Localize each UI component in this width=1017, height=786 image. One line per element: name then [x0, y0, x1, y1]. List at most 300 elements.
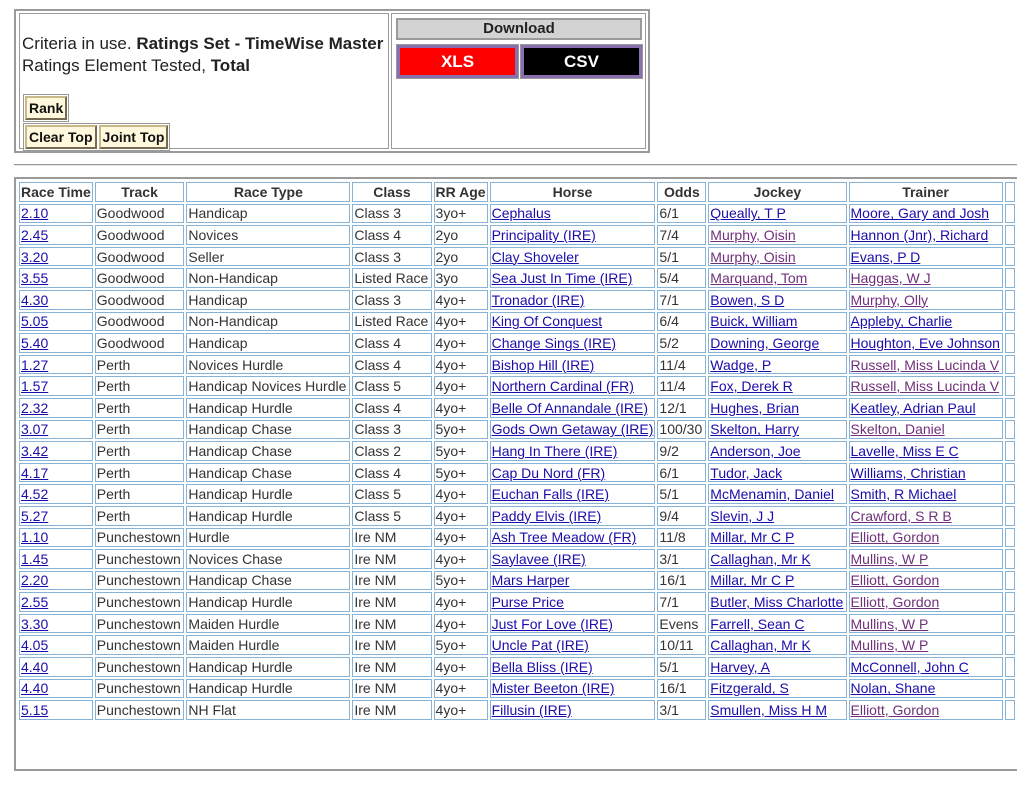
cell-type: Handicap Chase	[186, 463, 350, 483]
cell-class: Class 2	[352, 441, 431, 461]
cell-trainer	[849, 592, 1003, 612]
cell-odds: 11/8	[657, 528, 706, 548]
horse-link[interactable]: Change Sings (IRE)	[491, 334, 617, 351]
time-link[interactable]: 2.45	[21, 226, 49, 243]
time-link[interactable]: 2.55	[21, 594, 49, 611]
cell-time	[19, 635, 93, 655]
trainer-link[interactable]: Houghton, Eve Johnson	[850, 334, 1000, 351]
cell-type: Novices	[186, 225, 350, 245]
table-row	[19, 441, 1015, 461]
column-header-jockey: Jockey	[708, 182, 846, 202]
rank-button-group	[23, 94, 69, 122]
cell-time	[19, 614, 93, 634]
cell-trainer	[849, 312, 1003, 332]
cell-track: Perth	[95, 463, 185, 483]
cell-horse	[490, 506, 656, 526]
horse-link[interactable]: Sea Just In Time (IRE)	[491, 270, 633, 287]
table-row	[19, 247, 1015, 267]
element-label: Ratings Element Tested,	[22, 56, 211, 75]
trainer-link[interactable]: Skelton, Daniel	[850, 421, 945, 438]
cell-type: NH Flat	[186, 700, 350, 720]
horse-link[interactable]: Euchan Falls (IRE)	[491, 486, 610, 503]
trainer-link[interactable]: Moore, Gary and Josh	[850, 205, 990, 222]
cell-jockey	[708, 484, 846, 504]
cell-odds: 16/1	[657, 679, 706, 699]
cell-track: Perth	[95, 441, 185, 461]
cell-type: Handicap	[186, 204, 350, 224]
clear-top-button[interactable]: Clear Top	[25, 125, 97, 149]
cell-track: Punchestown	[95, 592, 185, 612]
horse-link[interactable]: Clay Shoveler	[491, 248, 579, 265]
cell-class: Listed Race	[352, 268, 431, 288]
cell-trainer	[849, 376, 1003, 396]
horse-link[interactable]: Hang In There (IRE)	[491, 442, 618, 459]
cell-jockey	[708, 441, 846, 461]
trainer-link[interactable]: Williams, Christian	[850, 464, 966, 481]
horse-link[interactable]: Mister Beeton (IRE)	[491, 680, 615, 697]
cell-jockey	[708, 463, 846, 483]
cell-horse	[490, 333, 656, 353]
cell-class: Ire NM	[352, 614, 431, 634]
cell-trainer	[849, 484, 1003, 504]
trainer-link[interactable]: Elliott, Gordon	[850, 702, 940, 719]
jockey-link[interactable]: Buick, William	[710, 313, 798, 330]
cell-overflow	[1005, 333, 1015, 353]
criteria-panel	[14, 9, 650, 153]
column-header-overflow	[1005, 182, 1015, 202]
cell-class: Class 3	[352, 247, 431, 267]
column-header-odds: Odds	[657, 182, 706, 202]
trainer-link[interactable]: Murphy, Olly	[850, 291, 929, 308]
jockey-link[interactable]: Farrell, Sean C	[710, 615, 805, 632]
joint-top-button[interactable]: Joint Top	[99, 125, 169, 149]
horse-link[interactable]: Tronador (IRE)	[491, 291, 585, 308]
cell-age: 4yo+	[434, 614, 488, 634]
cell-trainer	[849, 290, 1003, 310]
cell-odds: 10/11	[657, 635, 706, 655]
horse-link[interactable]: Saylavee (IRE)	[491, 550, 586, 567]
trainer-link[interactable]: Lavelle, Miss E C	[850, 442, 959, 459]
cell-track: Perth	[95, 506, 185, 526]
cell-type: Maiden Hurdle	[186, 614, 350, 634]
cell-odds: 7/1	[657, 290, 706, 310]
table-row	[19, 312, 1015, 332]
cell-trainer	[849, 679, 1003, 699]
cell-age: 4yo+	[434, 484, 488, 504]
horse-link[interactable]: Bishop Hill (IRE)	[491, 356, 595, 373]
horse-link[interactable]: Just For Love (IRE)	[491, 615, 613, 632]
trainer-link[interactable]: Mullins, W P	[850, 550, 929, 567]
cell-age: 4yo+	[434, 679, 488, 699]
cell-type: Novices Chase	[186, 549, 350, 569]
cell-odds: Evens	[657, 614, 706, 634]
cell-odds: 3/1	[657, 700, 706, 720]
cell-horse	[490, 290, 656, 310]
cell-odds: 9/2	[657, 441, 706, 461]
cell-trainer	[849, 441, 1003, 461]
cell-class: Class 4	[352, 398, 431, 418]
cell-horse	[490, 355, 656, 375]
cell-class: Class 3	[352, 420, 431, 440]
cell-jockey	[708, 225, 846, 245]
trainer-link[interactable]: Elliott, Gordon	[850, 594, 940, 611]
cell-odds: 5/1	[657, 484, 706, 504]
time-link[interactable]: 5.40	[21, 334, 49, 351]
jockey-link[interactable]: Hughes, Brian	[710, 399, 800, 416]
horse-link[interactable]: Cephalus	[491, 205, 551, 222]
cell-overflow	[1005, 290, 1015, 310]
cell-age: 5yo+	[434, 420, 488, 440]
cell-time	[19, 333, 93, 353]
jockey-link[interactable]: Wadge, P	[710, 356, 772, 373]
cell-track: Goodwood	[95, 225, 185, 245]
cell-odds: 6/1	[657, 204, 706, 224]
cell-odds: 5/2	[657, 333, 706, 353]
cell-overflow	[1005, 528, 1015, 548]
cell-trainer	[849, 247, 1003, 267]
cell-trainer	[849, 700, 1003, 720]
cell-jockey	[708, 420, 846, 440]
cell-odds: 16/1	[657, 571, 706, 591]
table-row	[19, 420, 1015, 440]
cell-track: Perth	[95, 484, 185, 504]
jockey-link[interactable]: Tudor, Jack	[710, 464, 783, 481]
element-value: Total	[210, 56, 251, 75]
cell-type: Handicap Chase	[186, 441, 350, 461]
cell-time	[19, 700, 93, 720]
time-link[interactable]: 1.57	[21, 378, 49, 395]
horse-link[interactable]: Northern Cardinal (FR)	[491, 378, 634, 395]
cell-jockey	[708, 528, 846, 548]
column-header-track: Track	[95, 182, 185, 202]
cell-horse	[490, 247, 656, 267]
time-link[interactable]: 4.52	[21, 486, 49, 503]
jockey-link[interactable]: Smullen, Miss H M	[710, 702, 827, 719]
cell-age: 2yo	[434, 225, 488, 245]
table-row	[19, 225, 1015, 245]
trainer-link[interactable]: Appleby, Charlie	[850, 313, 953, 330]
cell-time	[19, 312, 93, 332]
cell-age: 5yo+	[434, 635, 488, 655]
trainer-link[interactable]: Elliott, Gordon	[850, 572, 940, 589]
criteria-label: Criteria in use.	[22, 34, 137, 53]
cell-jockey	[708, 398, 846, 418]
table-row	[19, 463, 1015, 483]
cell-class: Class 4	[352, 225, 431, 245]
cell-odds: 100/30	[657, 420, 706, 440]
cell-horse	[490, 657, 656, 677]
cell-trainer	[849, 355, 1003, 375]
cell-jockey	[708, 657, 846, 677]
table-row	[19, 355, 1015, 375]
cell-time	[19, 463, 93, 483]
cell-horse	[490, 376, 656, 396]
table-row	[19, 700, 1015, 720]
table-row	[19, 268, 1015, 288]
cell-age: 4yo+	[434, 376, 488, 396]
cell-time	[19, 484, 93, 504]
jockey-link[interactable]: Fox, Derek R	[710, 378, 793, 395]
jockey-link[interactable]: Skelton, Harry	[710, 421, 799, 438]
horse-link[interactable]: Principality (IRE)	[491, 226, 596, 243]
time-link[interactable]: 5.27	[21, 507, 49, 524]
cell-horse	[490, 614, 656, 634]
horse-link[interactable]: Mars Harper	[491, 572, 570, 589]
cell-age: 3yo+	[434, 204, 488, 224]
cell-type: Seller	[186, 247, 350, 267]
time-link[interactable]: 2.10	[21, 205, 49, 222]
trainer-link[interactable]: Elliott, Gordon	[850, 529, 940, 546]
table-row	[19, 679, 1015, 699]
jockey-link[interactable]: McMenamin, Daniel	[710, 486, 835, 503]
cell-overflow	[1005, 441, 1015, 461]
download-box	[391, 13, 646, 149]
cell-type: Novices Hurdle	[186, 355, 350, 375]
cell-track: Punchestown	[95, 657, 185, 677]
jockey-link[interactable]: Harvey, A	[710, 658, 770, 675]
jockey-link[interactable]: Callaghan, Mr K	[710, 637, 811, 654]
trainer-link[interactable]: Hannon (Jnr), Richard	[850, 226, 989, 243]
cell-overflow	[1005, 506, 1015, 526]
cell-odds: 3/1	[657, 549, 706, 569]
time-link[interactable]: 2.32	[21, 399, 49, 416]
cell-odds: 6/4	[657, 312, 706, 332]
cell-time	[19, 679, 93, 699]
cell-class: Class 5	[352, 484, 431, 504]
horse-link[interactable]: Paddy Elvis (IRE)	[491, 507, 602, 524]
cell-time	[19, 657, 93, 677]
cell-type: Handicap Chase	[186, 420, 350, 440]
cell-track: Punchestown	[95, 571, 185, 591]
column-header-race-type: Race Type	[186, 182, 350, 202]
horse-link[interactable]: Cap Du Nord (FR)	[491, 464, 606, 481]
jockey-link[interactable]: Bowen, S D	[710, 291, 785, 308]
horse-link[interactable]: Fillusin (IRE)	[491, 702, 572, 719]
jockey-link[interactable]: Queally, T P	[710, 205, 786, 222]
download-csv-button[interactable]: CSV	[521, 45, 642, 78]
trainer-link[interactable]: Nolan, Shane	[850, 680, 936, 697]
table-row	[19, 592, 1015, 612]
ratings-set-value: Ratings Set - TimeWise Master	[136, 34, 384, 53]
cell-trainer	[849, 528, 1003, 548]
cell-type: Handicap	[186, 290, 350, 310]
cell-jockey	[708, 268, 846, 288]
cell-jockey	[708, 549, 846, 569]
download-xls-button[interactable]: XLS	[397, 45, 518, 78]
cell-horse	[490, 592, 656, 612]
jockey-link[interactable]: Downing, George	[710, 334, 820, 351]
jockey-link[interactable]: Millar, Mr C P	[710, 529, 795, 546]
cell-overflow	[1005, 268, 1015, 288]
table-row	[19, 549, 1015, 569]
cell-type: Handicap Hurdle	[186, 592, 350, 612]
cell-track: Goodwood	[95, 333, 185, 353]
trainer-link[interactable]: Evans, P D	[850, 248, 921, 265]
cell-class: Class 3	[352, 204, 431, 224]
cell-overflow	[1005, 312, 1015, 332]
results-table-container	[14, 177, 1017, 771]
cell-age: 4yo+	[434, 333, 488, 353]
jockey-link[interactable]: Fitzgerald, S	[710, 680, 789, 697]
jockey-link[interactable]: Callaghan, Mr K	[710, 550, 811, 567]
cell-age: 4yo+	[434, 290, 488, 310]
cell-type: Handicap	[186, 333, 350, 353]
column-header-rr-age: RR Age	[435, 183, 486, 200]
cell-horse	[490, 571, 656, 591]
cell-horse	[490, 204, 656, 224]
jockey-link[interactable]: Murphy, Oisin	[710, 226, 796, 243]
cell-class: Class 5	[352, 376, 431, 396]
cell-track: Punchestown	[95, 700, 185, 720]
cell-jockey	[708, 506, 846, 526]
cell-overflow	[1005, 376, 1015, 396]
cell-jockey	[708, 290, 846, 310]
jockey-link[interactable]: Marquand, Tom	[710, 270, 808, 287]
time-link[interactable]: 3.55	[21, 270, 49, 287]
table-header-row	[19, 182, 1015, 202]
cell-age: 4yo+	[434, 657, 488, 677]
cell-overflow	[1005, 398, 1015, 418]
table-row	[19, 204, 1015, 224]
cell-age: 4yo+	[434, 312, 488, 332]
cell-overflow	[1005, 614, 1015, 634]
trainer-link[interactable]: Haggas, W J	[850, 270, 931, 287]
trainer-link[interactable]: McConnell, John C	[850, 658, 969, 675]
time-link[interactable]: 5.05	[21, 313, 49, 330]
time-link[interactable]: 4.40	[21, 680, 49, 697]
cell-horse	[490, 700, 656, 720]
trainer-link[interactable]: Smith, R Michael	[850, 486, 957, 503]
horse-link[interactable]: Belle Of Annandale (IRE)	[491, 399, 648, 416]
cell-odds: 7/4	[657, 225, 706, 245]
cell-odds: 5/1	[657, 247, 706, 267]
cell-time	[19, 420, 93, 440]
cell-trainer	[849, 614, 1003, 634]
jockey-link[interactable]: Murphy, Oisin	[710, 248, 796, 265]
cell-overflow	[1005, 679, 1015, 699]
cell-overflow	[1005, 355, 1015, 375]
trainer-link[interactable]: Mullins, W P	[850, 637, 929, 654]
cell-odds: 7/1	[657, 592, 706, 612]
time-link[interactable]: 4.17	[21, 464, 49, 481]
cell-jockey	[708, 333, 846, 353]
time-link[interactable]: 1.45	[21, 550, 49, 567]
cell-trainer	[849, 225, 1003, 245]
trainer-link[interactable]: Mullins, W P	[850, 615, 929, 632]
cell-track: Goodwood	[95, 290, 185, 310]
cell-horse	[490, 268, 656, 288]
time-link[interactable]: 1.27	[21, 356, 49, 373]
table-row	[19, 290, 1015, 310]
jockey-link[interactable]: Butler, Miss Charlotte	[710, 594, 844, 611]
cell-overflow	[1005, 657, 1015, 677]
table-row	[19, 635, 1015, 655]
time-link[interactable]: 4.05	[21, 637, 49, 654]
time-link[interactable]: 4.40	[21, 658, 49, 675]
cell-horse	[490, 549, 656, 569]
cell-track: Goodwood	[95, 312, 185, 332]
trainer-link[interactable]: Keatley, Adrian Paul	[850, 399, 976, 416]
cell-horse	[490, 528, 656, 548]
cell-horse	[490, 679, 656, 699]
jockey-link[interactable]: Millar, Mr C P	[710, 572, 795, 589]
cell-class: Ire NM	[352, 679, 431, 699]
cell-overflow	[1005, 225, 1015, 245]
cell-age: 4yo+	[434, 355, 488, 375]
criteria-ratings-set-line	[22, 34, 383, 54]
time-link[interactable]: 3.42	[21, 442, 49, 459]
horse-link[interactable]: Bella Bliss (IRE)	[491, 658, 593, 675]
rank-button[interactable]: Rank	[25, 96, 67, 120]
table-row	[19, 614, 1015, 634]
cell-age: 4yo+	[434, 506, 488, 526]
cell-jockey	[708, 312, 846, 332]
cell-class: Class 4	[352, 463, 431, 483]
cell-trainer	[849, 333, 1003, 353]
cell-time	[19, 225, 93, 245]
cell-overflow	[1005, 549, 1015, 569]
time-link[interactable]: 3.20	[21, 248, 49, 265]
cell-class: Ire NM	[352, 700, 431, 720]
horse-link[interactable]: King Of Conquest	[491, 313, 603, 330]
trainer-link[interactable]: Crawford, S R B	[850, 507, 952, 524]
trainer-link[interactable]: Russell, Miss Lucinda V	[850, 356, 1000, 373]
cell-jockey	[708, 571, 846, 591]
cell-class: Ire NM	[352, 635, 431, 655]
cell-jockey	[708, 635, 846, 655]
cell-trainer	[849, 506, 1003, 526]
trainer-link[interactable]: Russell, Miss Lucinda V	[850, 378, 1000, 395]
time-link[interactable]: 4.30	[21, 291, 49, 308]
jockey-link[interactable]: Anderson, Joe	[710, 442, 801, 459]
cell-odds: 11/4	[657, 376, 706, 396]
table-row	[19, 398, 1015, 418]
cell-time	[19, 398, 93, 418]
cell-overflow	[1005, 571, 1015, 591]
cell-odds: 5/1	[657, 657, 706, 677]
cell-type: Non-Handicap	[186, 268, 350, 288]
cell-overflow	[1005, 463, 1015, 483]
cell-horse	[490, 398, 656, 418]
cell-age: 2yo	[434, 247, 488, 267]
horse-link[interactable]: Gods Own Getaway (IRE)	[491, 421, 654, 438]
cell-odds: 9/4	[657, 506, 706, 526]
horse-link[interactable]: Purse Price	[491, 594, 564, 611]
horse-link[interactable]: Ash Tree Meadow (FR)	[491, 529, 637, 546]
cell-trainer	[849, 268, 1003, 288]
jockey-link[interactable]: Slevin, J J	[710, 507, 775, 524]
cell-age: 4yo+	[434, 528, 488, 548]
time-link[interactable]: 1.10	[21, 529, 49, 546]
cell-age: 4yo+	[434, 398, 488, 418]
cell-age: 5yo+	[434, 571, 488, 591]
cell-time	[19, 549, 93, 569]
table-row	[19, 484, 1015, 504]
horse-link[interactable]: Uncle Pat (IRE)	[491, 637, 589, 654]
time-link[interactable]: 3.30	[21, 615, 49, 632]
time-link[interactable]: 2.20	[21, 572, 49, 589]
cell-overflow	[1005, 700, 1015, 720]
table-row	[19, 528, 1015, 548]
column-header-horse: Horse	[490, 182, 656, 202]
cell-trainer	[849, 571, 1003, 591]
table-row	[19, 506, 1015, 526]
cell-type: Handicap Chase	[186, 571, 350, 591]
cell-horse	[490, 463, 656, 483]
time-link[interactable]: 3.07	[21, 421, 49, 438]
cell-class: Ire NM	[352, 592, 431, 612]
time-link[interactable]: 5.15	[21, 702, 49, 719]
